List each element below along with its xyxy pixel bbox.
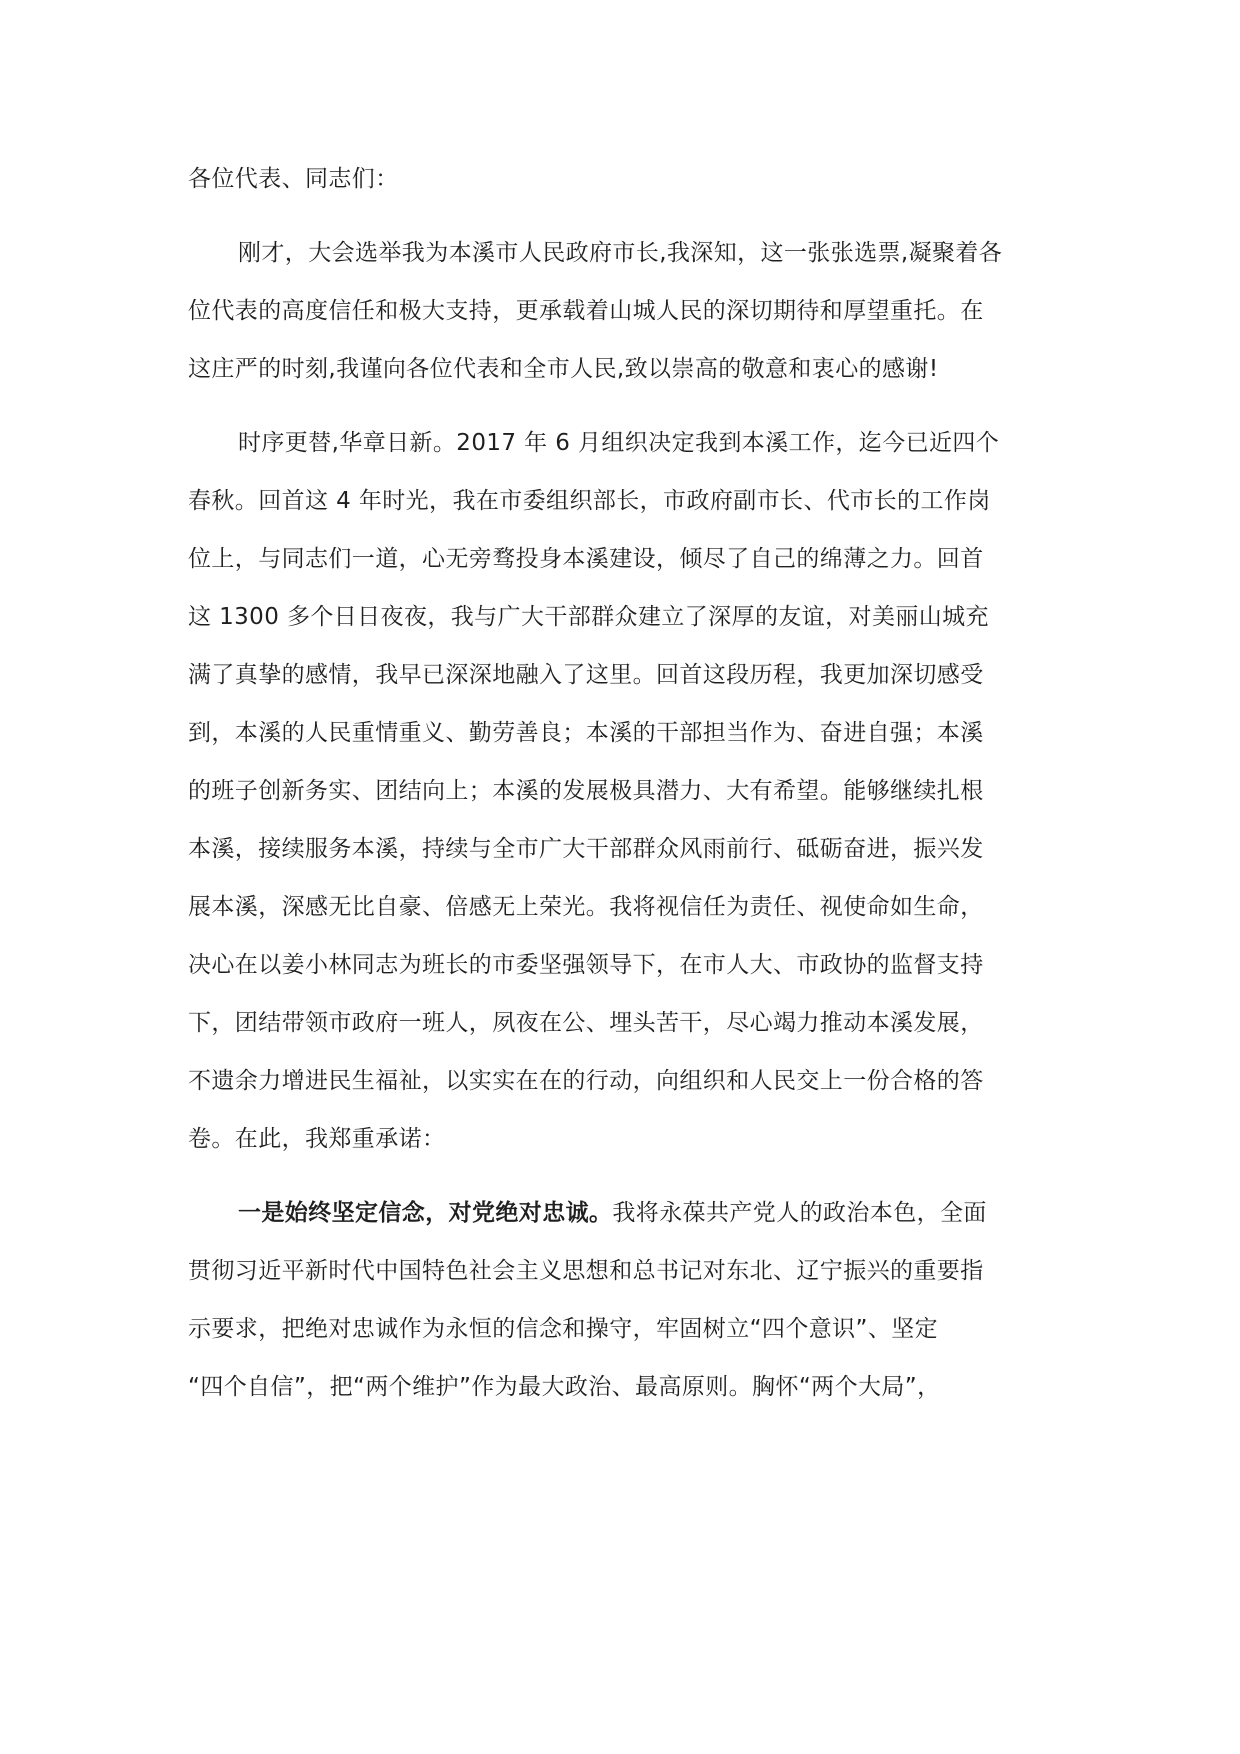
paragraph-2-line-13: 卷。在此，我郑重承诺： [188, 1126, 446, 1152]
paragraph-2-line-12: 不遗余力增进民生福祉，以实实在在的行动，向组织和人民交上一份合格的答 [188, 1068, 984, 1094]
paragraph-1-line-2: 位代表的高度信任和极大支持，更承载着山城人民的深切期待和厚望重托。在 [188, 298, 984, 324]
salutation: 各位代表、同志们： [188, 166, 399, 192]
paragraph-2-line-9: 展本溪，深感无比自豪、倍感无上荣光。我将视信任为责任、视使命如生命， [188, 894, 984, 920]
paragraph-2-line-5: 满了真挚的感情，我早已深深地融入了这里。回首这段历程，我更加深切感受 [188, 662, 984, 688]
paragraph-2-line-2: 春秋。回首这 4 年时光，我在市委组织部长，市政府副市长、代市长的工作岗 [188, 488, 991, 514]
paragraph-3-line-4: “四个自信”，把“两个维护”作为最大政治、最高原则。胸怀“两个大局”， [188, 1374, 941, 1400]
paragraph-2-line-6: 到，本溪的人民重情重义、勤劳善良；本溪的干部担当作为、奋进自强；本溪 [188, 720, 984, 746]
paragraph-3-line-2: 贯彻习近平新时代中国特色社会主义思想和总书记对东北、辽宁振兴的重要指 [188, 1258, 984, 1284]
paragraph-1-line-3: 这庄严的时刻,我谨向各位代表和全市人民,致以崇高的敬意和衷心的感谢! [188, 356, 939, 382]
paragraph-2-line-8: 本溪，接续服务本溪，持续与全市广大干部群众风雨前行、砥砺奋进，振兴发 [188, 836, 984, 862]
paragraph-3-line-3: 示要求，把绝对忠诚作为永恒的信念和操守，牢固树立“四个意识”、坚定 [188, 1316, 939, 1342]
paragraph-1-line-1: 刚才，大会选举我为本溪市人民政府市长,我深知，这一张张选票,凝聚着各 [238, 240, 1003, 266]
paragraph-3-line-1 [238, 1196, 987, 1230]
paragraph-3-first-rest: 我将永葆共产党人的政治本色，全面 [612, 1200, 987, 1226]
paragraph-2-line-10: 决心在以姜小林同志为班长的市委坚强领导下，在市人大、市政协的监督支持 [188, 952, 984, 978]
paragraph-3-bold-lead: 一是始终坚定信念，对党绝对忠诚。 [238, 1200, 613, 1226]
paragraph-2-line-7: 的班子创新务实、团结向上；本溪的发展极具潜力、大有希望。能够继续扎根 [188, 778, 984, 804]
paragraph-2-line-11: 下，团结带领市政府一班人，夙夜在公、埋头苦干，尽心竭力推动本溪发展， [188, 1010, 984, 1036]
paragraph-2-line-3: 位上，与同志们一道，心无旁骛投身本溪建设，倾尽了自己的绵薄之力。回首 [188, 546, 984, 572]
paragraph-2-line-4: 这 1300 多个日日夜夜，我与广大干部群众建立了深厚的友谊，对美丽山城充 [188, 604, 989, 630]
paragraph-2-line-1: 时序更替,华章日新。2017 年 6 月组织决定我到本溪工作，迄今已近四个 [238, 430, 1000, 456]
